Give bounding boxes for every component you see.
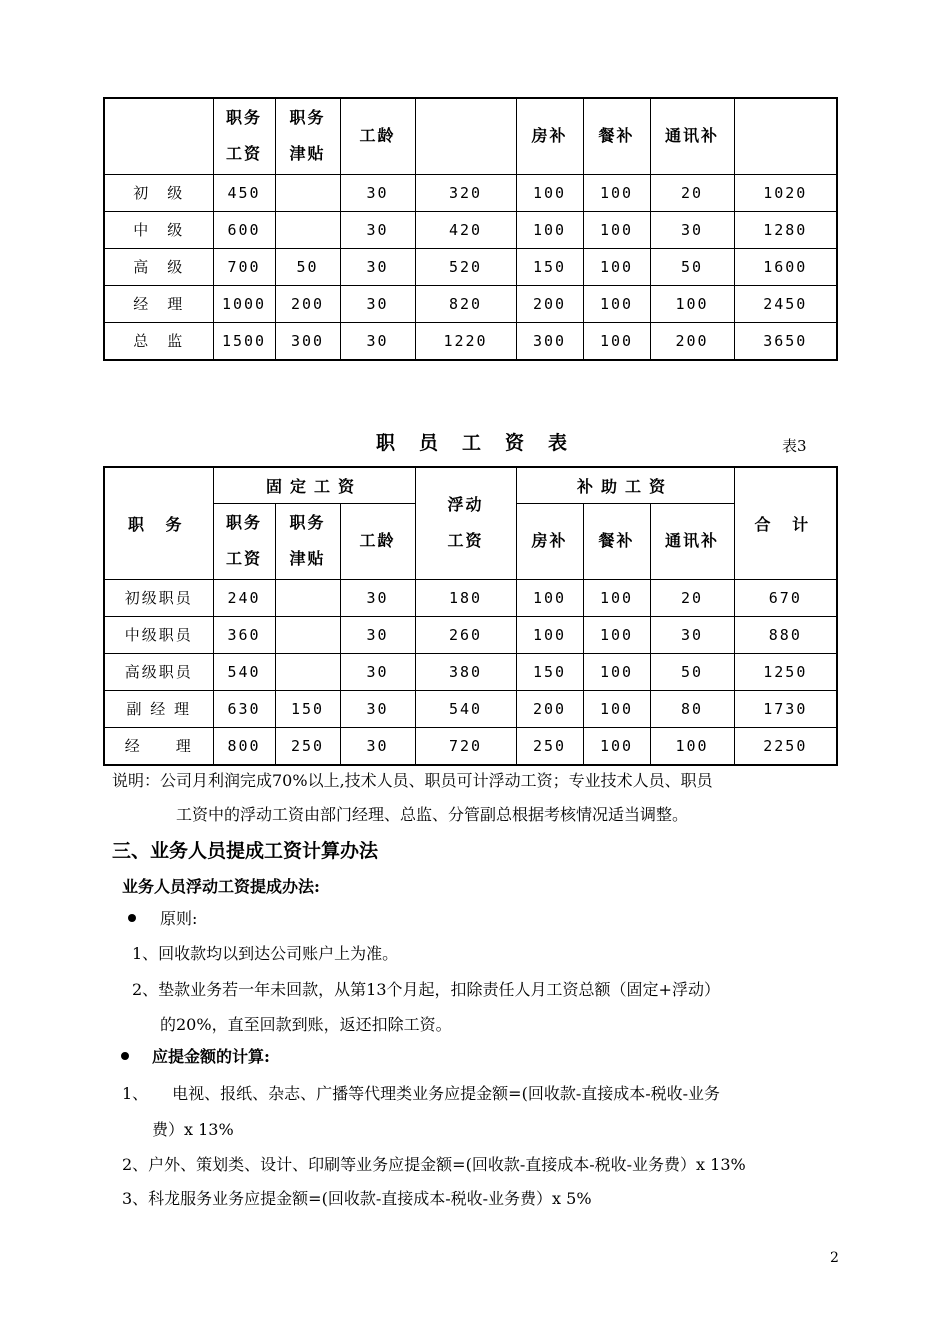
header-total [734, 98, 837, 174]
table-cell: 100 [583, 248, 650, 285]
principle-label: 原则: [160, 909, 198, 928]
table-cell: 1250 [734, 653, 837, 690]
principle-1: 1、回收款均以到达公司账户上为准。 [132, 944, 399, 963]
table-cell: 100 [516, 174, 583, 211]
table-cell: 1220 [415, 322, 516, 360]
table-cell: 200 [650, 322, 734, 360]
row-label: 初级职员 [104, 579, 213, 616]
table-cell: 200 [516, 285, 583, 322]
table-cell: 50 [650, 653, 734, 690]
table-cell: 200 [275, 285, 340, 322]
row-label: 总 监 [104, 322, 213, 360]
table-cell: 100 [583, 727, 650, 765]
table-cell: 150 [516, 653, 583, 690]
header-total: 合 计 [734, 467, 837, 579]
table-cell: 300 [275, 322, 340, 360]
header-fixed-wage: 固定工资 [213, 467, 415, 503]
row-label: 中 级 [104, 211, 213, 248]
principle-2: 2、垫款业务若一年未回款，从第13个月起，扣除责任人月工资总额（固定+浮动） [132, 980, 720, 999]
table-cell: 30 [340, 211, 415, 248]
calc-1-cont: 费）x 13% [152, 1120, 234, 1139]
table-cell [275, 653, 340, 690]
header-housing: 房补 [516, 98, 583, 174]
table-cell: 700 [213, 248, 275, 285]
section-subheading: 业务人员浮动工资提成办法: [122, 877, 320, 896]
row-label: 经 理 [104, 727, 213, 765]
table-cell: 100 [583, 616, 650, 653]
table-row [104, 322, 837, 360]
table-cell: 100 [583, 285, 650, 322]
table-row [104, 285, 837, 322]
table-cell: 100 [583, 211, 650, 248]
table-row [104, 690, 837, 727]
header-duty-allowance: 职务 津贴 [275, 98, 340, 174]
table-cell: 30 [340, 616, 415, 653]
table-cell: 450 [213, 174, 275, 211]
header-position: 职 务 [104, 467, 213, 579]
table-cell: 360 [213, 616, 275, 653]
table-cell: 100 [516, 211, 583, 248]
header-subsidy: 补助工资 [516, 467, 734, 503]
table-cell: 800 [213, 727, 275, 765]
table-cell: 1000 [213, 285, 275, 322]
principle-2-cont: 的20%，直至回款到账，返还扣除工资。 [160, 1015, 452, 1034]
table-cell: 820 [415, 285, 516, 322]
row-label: 经 理 [104, 285, 213, 322]
table-cell: 30 [650, 616, 734, 653]
table-cell: 2250 [734, 727, 837, 765]
staff-salary-table [103, 466, 838, 766]
table-cell: 100 [516, 616, 583, 653]
table-row [104, 727, 837, 765]
header-communication: 通讯补 [650, 98, 734, 174]
table-cell: 50 [650, 248, 734, 285]
header-duty-wage: 职务 工资 [213, 503, 275, 579]
table-cell: 100 [650, 727, 734, 765]
table-cell: 600 [213, 211, 275, 248]
table-cell: 1730 [734, 690, 837, 727]
calc-2: 2、户外、策划类、设计、印刷等业务应提金额=(回收款-直接成本-税收-业务费）x 13% [122, 1155, 746, 1174]
table-cell: 240 [213, 579, 275, 616]
table-cell: 80 [650, 690, 734, 727]
note-line-2: 工资中的浮动工资由部门经理、总监、分管副总根据考核情况适当调整。 [176, 805, 689, 824]
bullet-icon [128, 914, 136, 922]
table-cell: 50 [275, 248, 340, 285]
table-cell: 100 [583, 322, 650, 360]
table-cell [275, 579, 340, 616]
page-number: 2 [830, 1250, 839, 1266]
table-cell: 100 [583, 653, 650, 690]
table-cell: 630 [213, 690, 275, 727]
table-cell: 30 [340, 690, 415, 727]
header-duty-allowance: 职务 津贴 [275, 503, 340, 579]
header-seniority: 工龄 [340, 98, 415, 174]
table-cell: 100 [583, 579, 650, 616]
table-cell: 720 [415, 727, 516, 765]
table-cell: 30 [340, 322, 415, 360]
table-cell: 1020 [734, 174, 837, 211]
table-cell: 180 [415, 579, 516, 616]
table-cell: 30 [340, 285, 415, 322]
table-cell: 150 [275, 690, 340, 727]
table-cell: 540 [415, 690, 516, 727]
table-cell [275, 211, 340, 248]
table-cell [275, 616, 340, 653]
row-label: 初 级 [104, 174, 213, 211]
table-cell: 100 [650, 285, 734, 322]
row-label: 高 级 [104, 248, 213, 285]
table-cell: 100 [583, 690, 650, 727]
table-cell: 1600 [734, 248, 837, 285]
table-cell: 30 [340, 579, 415, 616]
table-row [104, 248, 837, 285]
table-cell: 320 [415, 174, 516, 211]
table-cell: 540 [213, 653, 275, 690]
table-cell: 250 [516, 727, 583, 765]
header-seniority: 工龄 [340, 503, 415, 579]
header-communication: 通讯补 [650, 503, 734, 579]
table-cell: 1500 [213, 322, 275, 360]
table-cell: 260 [415, 616, 516, 653]
table-cell [275, 174, 340, 211]
table-cell: 30 [340, 653, 415, 690]
table-row [104, 211, 837, 248]
calc-1: 1、 电视、报纸、杂志、广播等代理类业务应提金额=(回收款-直接成本-税收-业务 [122, 1084, 721, 1103]
table-cell: 150 [516, 248, 583, 285]
calc-3: 3、科龙服务业务应提金额=(回收款-直接成本-税收-业务费）x 5% [122, 1189, 592, 1208]
header-float [415, 98, 516, 174]
header-duty-wage: 职务 工资 [213, 98, 275, 174]
table-title: 职员工资表 [376, 432, 592, 454]
header-blank [104, 98, 213, 174]
table-cell: 100 [516, 579, 583, 616]
table-cell: 30 [340, 174, 415, 211]
table-row [104, 579, 837, 616]
salary-table-continued [103, 97, 838, 361]
section-heading: 三、业务人员提成工资计算办法 [112, 840, 379, 862]
note-line-1: 说明：公司月利润完成70%以上,技术人员、职员可计浮动工资；专业技术人员、职员 [112, 771, 713, 790]
table-cell: 380 [415, 653, 516, 690]
table-cell: 520 [415, 248, 516, 285]
table-cell: 100 [583, 174, 650, 211]
header-meal: 餐补 [583, 98, 650, 174]
row-label: 高级职员 [104, 653, 213, 690]
table-cell: 20 [650, 579, 734, 616]
table-cell: 3650 [734, 322, 837, 360]
row-label: 副 经 理 [104, 690, 213, 727]
table-cell: 200 [516, 690, 583, 727]
table-cell: 880 [734, 616, 837, 653]
table-cell: 1280 [734, 211, 837, 248]
table-cell: 20 [650, 174, 734, 211]
table-cell: 2450 [734, 285, 837, 322]
table-cell: 420 [415, 211, 516, 248]
header-meal: 餐补 [583, 503, 650, 579]
table-cell: 250 [275, 727, 340, 765]
header-float-wage: 浮动 工资 [415, 467, 516, 579]
table-row [104, 616, 837, 653]
table-cell: 30 [340, 727, 415, 765]
table-cell: 300 [516, 322, 583, 360]
table-row [104, 653, 837, 690]
table-cell: 30 [340, 248, 415, 285]
calc-label: 应提金额的计算: [152, 1047, 270, 1066]
table-cell: 30 [650, 211, 734, 248]
table-row [104, 174, 837, 211]
row-label: 中级职员 [104, 616, 213, 653]
header-housing: 房补 [516, 503, 583, 579]
table-number: 表3 [782, 437, 807, 455]
bullet-icon [121, 1052, 129, 1060]
table-cell: 670 [734, 579, 837, 616]
